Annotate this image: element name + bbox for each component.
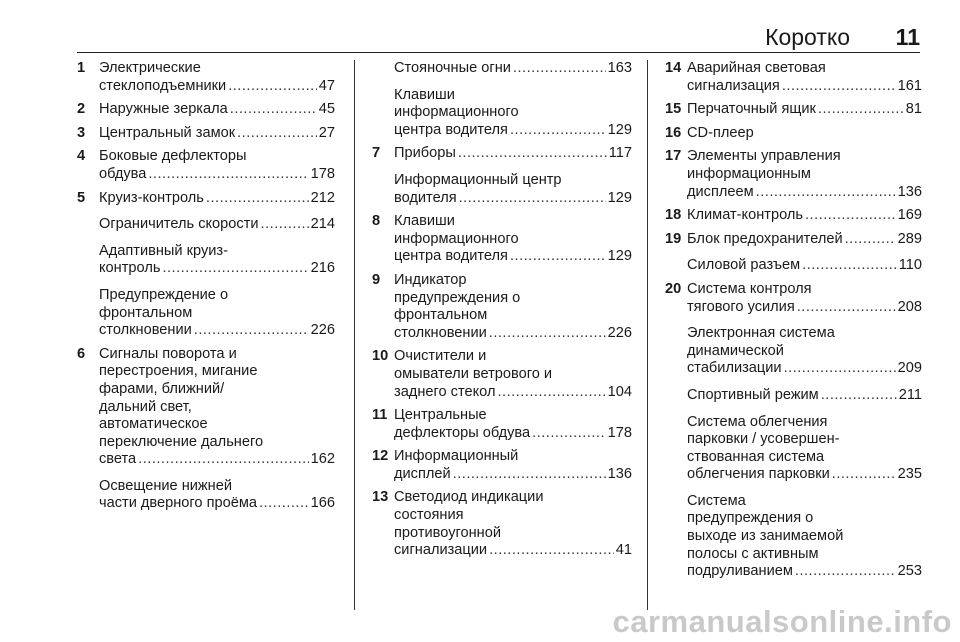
entry-page-line	[394, 190, 632, 208]
index-entry	[77, 190, 335, 340]
entry-text-line: парковки / усовершен-	[687, 431, 840, 448]
leader-dots	[782, 78, 896, 96]
leader-dots	[818, 101, 904, 119]
entry-text-line: Перчаточный ящик	[687, 101, 816, 118]
leader-dots	[795, 563, 896, 581]
leader-dots	[259, 495, 309, 513]
entry-page-line	[394, 60, 632, 78]
entry-text-line: подруливанием	[687, 563, 793, 580]
entry-text-line: столкновении	[394, 324, 487, 341]
entry-text-line: автоматическое	[99, 416, 208, 433]
page-reference[interactable]: 129	[607, 121, 632, 138]
index-entry	[372, 348, 632, 401]
index-entry	[665, 207, 922, 225]
entry-item[interactable]	[394, 489, 632, 559]
entry-item[interactable]	[99, 60, 335, 95]
entry-item[interactable]	[394, 407, 632, 442]
entry-item[interactable]	[687, 60, 922, 95]
entry-text-line: выходе из занимаемой	[687, 528, 844, 545]
leader-dots	[802, 257, 897, 275]
page-reference[interactable]: 214	[310, 216, 335, 233]
entry-text-line: дисплей	[394, 465, 451, 482]
leader-dots	[513, 60, 606, 78]
leader-dots	[138, 451, 308, 469]
entry-item[interactable]	[394, 213, 632, 266]
index-entry	[77, 346, 335, 513]
entry-item[interactable]	[687, 493, 922, 581]
entry-text-line: света	[99, 451, 137, 468]
entry-text-line: Клавиши	[394, 86, 455, 103]
index-entry	[665, 60, 922, 95]
page-reference[interactable]: 81	[905, 101, 922, 118]
index-entry	[77, 148, 335, 183]
entry-number: 10	[372, 348, 389, 365]
entry-text-line: Аварийная световая	[687, 60, 826, 76]
index-column-3	[665, 60, 922, 587]
entry-text-line: Светодиод индикации	[394, 489, 544, 506]
column-divider	[354, 60, 355, 610]
index-entry	[372, 489, 632, 559]
entry-text-line: дефлекторы обдува	[394, 424, 531, 441]
entry-text-line: тягового усилия	[687, 298, 795, 315]
entry-number: 17	[665, 148, 682, 165]
entry-item[interactable]	[99, 287, 335, 340]
entry-page-line	[394, 122, 632, 140]
entry-item[interactable]	[99, 125, 335, 143]
entry-page-line	[99, 216, 335, 234]
entry-text-line: полосы с активным	[687, 545, 819, 562]
entry-page-line	[687, 563, 922, 581]
entry-text-line: Приборы	[394, 145, 456, 162]
entry-page-line	[687, 101, 922, 119]
index-entry	[665, 148, 922, 201]
index-entry	[77, 101, 335, 119]
entry-item[interactable]	[99, 243, 335, 278]
entry-page-line	[687, 184, 922, 202]
entry-page-line	[687, 78, 922, 96]
entry-text-line: сигнализации	[394, 542, 488, 559]
entry-number: 3	[77, 124, 86, 141]
entry-text-line: Центральные	[394, 407, 487, 424]
entry-page-line	[394, 325, 632, 343]
entry-page-line	[394, 466, 632, 484]
entry-item[interactable]	[394, 145, 632, 163]
page-reference[interactable]: 211	[898, 386, 922, 403]
page-reference[interactable]: 226	[310, 322, 335, 339]
entry-text-line: обдува	[99, 165, 147, 182]
column-divider	[647, 60, 648, 610]
entry-page-line	[394, 145, 632, 163]
entry-text-line: стеклоподъемники	[99, 77, 227, 94]
index-entry	[372, 448, 632, 483]
entry-text-line: Предупреждение о	[99, 286, 229, 303]
page-reference[interactable]: 289	[897, 230, 922, 247]
entry-text-line: динамической	[687, 342, 784, 359]
entry-text-line: Система	[687, 492, 746, 509]
leader-dots	[821, 387, 897, 405]
leader-dots	[206, 190, 309, 208]
entry-number: 8	[372, 213, 381, 230]
page-reference[interactable]: 208	[897, 298, 922, 315]
index-entry	[665, 101, 922, 119]
entry-text-line: заднего стекол	[394, 383, 496, 400]
entry-text-line: Электронная система	[687, 325, 835, 342]
entry-text-line: Информационный центр	[394, 171, 562, 188]
index-column-1	[77, 60, 335, 519]
entry-item[interactable]	[687, 387, 922, 405]
entry-page-line	[99, 495, 335, 513]
entry-number: 16	[665, 124, 682, 141]
page-header	[77, 18, 920, 53]
entry-number: 13	[372, 489, 389, 506]
page-reference[interactable]: 136	[607, 465, 632, 482]
entry-text-line: Силовой разъем	[687, 257, 801, 274]
page-reference[interactable]: 178	[310, 165, 335, 182]
entry-number: 14	[665, 60, 682, 76]
section-title: Коротко	[765, 24, 850, 50]
entry-item[interactable]	[687, 257, 922, 275]
entry-text-line: фронтальном	[394, 307, 488, 324]
entry-text-line: информационного	[394, 230, 519, 247]
entry-item[interactable]	[687, 325, 922, 378]
page-reference[interactable]: 178	[607, 424, 632, 441]
entry-number: 1	[77, 60, 86, 76]
entry-number: 18	[665, 207, 682, 224]
entry-text-line: Адаптивный круиз-	[99, 242, 228, 259]
index-entry	[372, 272, 632, 342]
leader-dots	[832, 466, 896, 484]
leader-dots	[228, 78, 317, 96]
entry-item[interactable]	[394, 60, 632, 78]
entry-text-line: водителя	[394, 189, 457, 206]
entry-text-line: информационным	[687, 165, 811, 182]
entry-page-line	[687, 360, 922, 378]
entry-number: 6	[77, 345, 86, 362]
entry-item[interactable]	[99, 478, 335, 513]
entry-number: 12	[372, 448, 389, 465]
entry-text-line: фарами, ближний/	[99, 380, 225, 397]
entry-item[interactable]	[687, 414, 922, 484]
page-reference[interactable]: 169	[897, 207, 922, 224]
entry-text-line: центра водителя	[394, 248, 508, 265]
entry-text-line: Сигналы поворота и	[99, 345, 237, 362]
entry-text-line: предупреждения о	[394, 289, 521, 306]
page-reference[interactable]: 235	[897, 466, 922, 483]
page-reference[interactable]: 161	[897, 77, 922, 94]
entry-page-line	[394, 425, 632, 443]
leader-dots	[148, 166, 308, 184]
index-column-2	[372, 60, 632, 566]
entry-text-line: Очистители и	[394, 348, 487, 365]
index-entry	[77, 125, 335, 143]
index-entry	[372, 145, 632, 207]
page-reference[interactable]: 136	[897, 183, 922, 200]
leader-dots	[237, 125, 317, 143]
leader-dots	[510, 248, 606, 266]
index-entry	[372, 60, 632, 139]
page-reference[interactable]: 209	[897, 360, 922, 377]
entry-item[interactable]	[394, 448, 632, 483]
index-entry	[665, 281, 922, 581]
entry-text-line: Спортивный режим	[687, 386, 819, 403]
entry-text-line: Наружные зеркала	[99, 101, 228, 118]
entry-item[interactable]	[687, 207, 922, 225]
page-reference[interactable]: 129	[607, 248, 632, 265]
entry-number: 4	[77, 148, 86, 165]
entry-text-line: дисплеем	[687, 183, 754, 200]
entry-item[interactable]	[99, 216, 335, 234]
leader-dots	[261, 216, 309, 234]
entry-text-line: Стояночные огни	[394, 60, 511, 76]
entry-text-line: Электрические	[99, 60, 201, 76]
page-reference[interactable]: 253	[897, 563, 922, 580]
page-reference[interactable]: 162	[310, 451, 335, 468]
leader-dots	[845, 231, 896, 249]
entry-item[interactable]	[687, 125, 922, 143]
leader-dots	[797, 299, 896, 317]
entry-text-line: дальний свет,	[99, 398, 192, 415]
leader-dots	[784, 360, 896, 378]
leader-dots	[510, 122, 606, 140]
entry-item[interactable]	[687, 101, 922, 119]
entry-page-line	[394, 542, 632, 560]
entry-page-line	[394, 248, 632, 266]
entry-item[interactable]	[99, 148, 335, 183]
page-reference[interactable]: 45	[318, 101, 335, 118]
entry-text-line: Климат-контроль	[687, 207, 803, 224]
page-reference[interactable]: 41	[615, 542, 632, 559]
entry-page-line	[687, 299, 922, 317]
entry-item[interactable]	[687, 281, 922, 316]
entry-page-line	[687, 387, 922, 405]
page-reference[interactable]: 110	[898, 257, 922, 274]
entry-text-line: перестроения, мигание	[99, 363, 258, 380]
page-reference[interactable]: 27	[318, 124, 335, 141]
leader-dots	[805, 207, 896, 225]
page-reference[interactable]: 166	[310, 495, 335, 512]
entry-page-line	[99, 166, 335, 184]
entry-page-line	[687, 231, 922, 249]
entry-page-line	[394, 384, 632, 402]
entry-text-line: Блок предохранителей	[687, 230, 843, 247]
leader-dots	[459, 190, 606, 208]
entry-text-line: Информационный	[394, 448, 519, 465]
entry-item[interactable]	[394, 172, 632, 207]
entry-number: 9	[372, 271, 381, 288]
entry-page-line	[687, 257, 922, 275]
page-reference[interactable]: 129	[607, 189, 632, 206]
entry-text-line: противоугонной	[394, 524, 501, 541]
page-reference[interactable]: 216	[310, 260, 335, 277]
entry-number: 15	[665, 101, 682, 118]
entry-text-line: Освещение нижней	[99, 477, 232, 494]
index-entry	[77, 60, 335, 95]
entry-item[interactable]	[99, 190, 335, 208]
entry-text-line: информационного	[394, 104, 519, 121]
entry-number: 11	[372, 407, 388, 424]
page-reference[interactable]: 226	[607, 324, 632, 341]
entry-item[interactable]	[687, 231, 922, 249]
entry-page-line	[687, 466, 922, 484]
entry-item[interactable]	[394, 87, 632, 140]
leader-dots	[194, 322, 309, 340]
entry-text-line: Круиз-контроль	[99, 189, 204, 206]
entry-page-line	[99, 125, 335, 143]
leader-dots	[532, 425, 606, 443]
page-reference[interactable]: 212	[310, 189, 335, 206]
entry-text-line: переключение дальнего	[99, 433, 264, 450]
entry-text-line: Система облегчения	[687, 413, 828, 430]
entry-text-line: омыватели ветрового и	[394, 365, 553, 382]
leader-dots	[489, 542, 614, 560]
index-entry	[665, 231, 922, 275]
entry-text-line: контроль	[99, 260, 161, 277]
leader-dots	[756, 184, 896, 202]
page-reference[interactable]: 163	[607, 60, 632, 76]
index-entry	[665, 125, 922, 143]
entry-page-line	[99, 190, 335, 208]
entry-item[interactable]	[687, 148, 922, 201]
entry-text-line: CD-плеер	[687, 124, 754, 141]
entry-item[interactable]	[99, 101, 335, 119]
entry-item[interactable]	[99, 346, 335, 469]
leader-dots	[489, 325, 606, 343]
entry-text-line: предупреждения о	[687, 510, 814, 527]
entry-number: 20	[665, 280, 682, 297]
entry-text-line: фронтальном	[99, 304, 193, 321]
entry-page-line	[99, 451, 335, 469]
leader-dots	[230, 101, 317, 119]
entry-text-line: ствованная система	[687, 448, 825, 465]
watermark-logo: carmanualsonline.info	[612, 604, 952, 639]
page-reference[interactable]: 47	[318, 77, 335, 94]
entry-text-line: Боковые дефлекторы	[99, 148, 247, 165]
entry-page-line	[687, 207, 922, 225]
entry-item[interactable]	[394, 272, 632, 342]
entry-text-line: Индикатор	[394, 271, 467, 288]
entry-text-line: стабилизации	[687, 360, 782, 377]
entry-text-line: сигнализация	[687, 77, 780, 94]
entry-text-line: части дверного проёма	[99, 495, 257, 512]
leader-dots	[453, 466, 606, 484]
entry-text-line: столкновении	[99, 322, 192, 339]
entry-text-line: Система контроля	[687, 280, 812, 297]
entry-number: 2	[77, 101, 86, 118]
entry-page-line	[99, 101, 335, 119]
entry-number: 5	[77, 189, 86, 206]
leader-dots	[497, 384, 605, 402]
entry-text-line: центра водителя	[394, 121, 508, 138]
page-reference[interactable]: 104	[607, 383, 632, 400]
index-entry	[372, 407, 632, 442]
entry-text-line: состояния	[394, 507, 464, 524]
entry-page-line	[99, 260, 335, 278]
leader-dots	[458, 145, 607, 163]
entry-text-line: Элементы управления	[687, 148, 841, 165]
entry-text-line: облегчения парковки	[687, 466, 830, 483]
entry-text-line: Клавиши	[394, 213, 455, 230]
index-entry	[372, 213, 632, 266]
entry-number: 7	[372, 145, 381, 162]
page-number: 11	[895, 24, 920, 50]
entry-text-line: Ограничитель скорости	[99, 216, 259, 233]
page-reference[interactable]: 117	[608, 145, 632, 162]
entry-number: 19	[665, 230, 682, 247]
leader-dots	[162, 260, 308, 278]
entry-page-line	[99, 322, 335, 340]
entry-text-line: Центральный замок	[99, 124, 236, 141]
entry-page-line	[99, 78, 335, 96]
entry-item[interactable]	[394, 348, 632, 401]
